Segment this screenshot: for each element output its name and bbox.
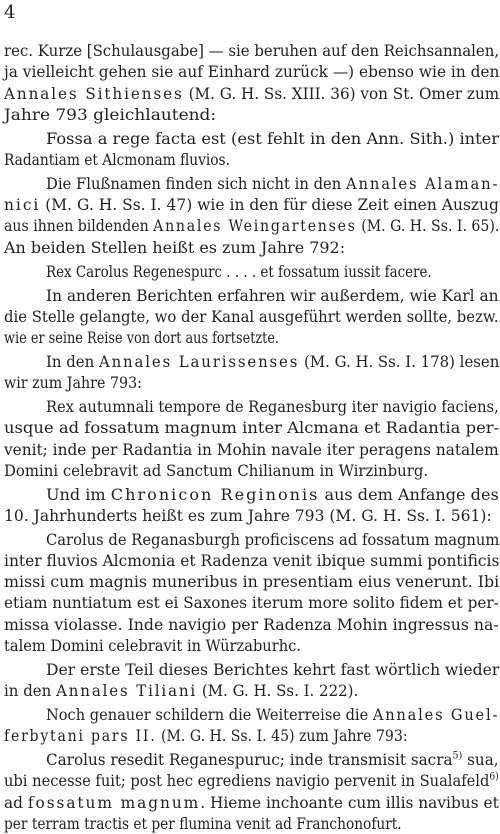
text-line (4, 726, 408, 746)
text-span: usque ad fossatum magnum inter Alcmana et Radantia per- (4, 418, 500, 437)
text-line (4, 307, 499, 327)
spaced-title: Annales Sithienses (4, 84, 184, 103)
text-line (4, 771, 499, 791)
text-line (46, 485, 499, 505)
text-line (4, 572, 499, 592)
text-span: ja vielleicht gehen sie auf Einhard zurück —) ebenso wie in den (4, 62, 500, 81)
text-line (4, 62, 499, 82)
spaced-title: Chronicon Reginonis (110, 485, 320, 504)
text-span: per terram tractis et per flumina venit ad Franchonofurt. (4, 814, 402, 833)
text-span: aus dem Anfange des (319, 485, 499, 504)
text-line (4, 615, 499, 635)
text-span: Domini celebravit ad Sanctum Chilianum in Wirzinburg. (4, 461, 429, 480)
text-span: etiam nuntiatum est ei Saxones iterum more solito fidem et per- (4, 593, 499, 612)
text-line (4, 216, 499, 236)
text-span: rec. Kurze [Schulausgabe] — sie beruhen auf den Reichsannalen, (4, 41, 500, 60)
text-span: wie er seine Reise von dort aus fortsetzte. (4, 328, 280, 347)
text-span: . Hieme inchoante cum illis navibus et (200, 793, 499, 812)
text-span: aus ihnen bildenden (4, 216, 154, 235)
text-line (4, 373, 142, 393)
text-span: (M. G. H. Ss. XIII. 36) von St. Omer zum (183, 84, 500, 103)
text-line (46, 530, 499, 550)
text-line (4, 238, 345, 258)
spaced-title: Annales Tiliani (56, 681, 198, 700)
text-span: (M. G. H. Ss. I. 65). (356, 216, 500, 235)
spaced-title: Annales Alaman- (345, 174, 500, 193)
spaced-title: ferbytani pars II. (4, 726, 157, 745)
text-line (4, 636, 301, 656)
text-line (46, 705, 499, 725)
text-line (4, 681, 358, 701)
text-line (4, 105, 216, 125)
text-line (46, 750, 499, 770)
footnote-ref: 6) (489, 771, 499, 783)
text-span: In den (46, 352, 99, 371)
text-line (46, 397, 499, 417)
text-line (46, 129, 499, 149)
text-line (4, 41, 499, 61)
text-span: An beiden Stellen heißt es zum Jahre 792: (4, 238, 346, 257)
spaced-title: Annales Weingartenses (153, 216, 357, 235)
text-span: ubi necesse fuit; post hec egrediens navigio pervenit in Sualafeld (4, 771, 490, 790)
text-span: wir zum Jahre 793: (4, 373, 142, 392)
text-span: Der erste Teil dieses Berichtes kehrt fast wörtlich wieder (46, 660, 500, 679)
text-line (4, 506, 492, 526)
text-span: Fossa a rege facta est (est fehlt in den Ann. Sith.) inter (46, 129, 500, 148)
text-line (4, 793, 499, 813)
text-line (46, 352, 499, 372)
text-span: In anderen Berichten erfahren wir außerdem, wie Karl an (46, 286, 499, 305)
text-line (4, 328, 279, 348)
text-line (4, 418, 499, 438)
text-span: Noch genauer schildern die Weiterreise die (46, 705, 373, 724)
text-span: Und im (46, 485, 111, 504)
text-span: talem Domini celebravit in Würzaburhc. (4, 636, 301, 655)
text-line (4, 150, 230, 170)
text-span: Jahre 793 gleichlautend: (4, 105, 217, 124)
text-line (46, 660, 499, 680)
text-line (46, 262, 432, 282)
text-span: ad (4, 793, 28, 812)
text-span: die Stelle gelangte, wo der Kanal ausgeführt werden sollte, bezw. (4, 307, 499, 326)
text-span: (M. G. H. Ss. I. 178) lesen (299, 352, 500, 371)
text-span: Carolus resedit Reganespuruc; inde transmisit sacra (46, 750, 453, 769)
text-span: Rex autumnali tempore de Reganesburg iter navigio faciens, (46, 397, 499, 416)
page-number: 4 (4, 2, 16, 23)
text-span: Carolus de Reganasburgh proficiscens ad fossatum magnum (46, 530, 500, 549)
text-line (4, 551, 499, 571)
text-line (46, 174, 499, 194)
footnote-ref: 5) (452, 750, 463, 762)
text-span: (M. G. H. Ss. I. 45) zum Jahre 793: (156, 726, 408, 745)
spaced-title: nici (4, 195, 41, 214)
text-line (4, 593, 499, 613)
text-span: in den (4, 681, 57, 700)
text-span: missa violasse. Inde navigio per Radenza Mohin ingressus na- (4, 615, 499, 634)
text-span: (M. G. H. Ss. I. 222). (197, 681, 359, 700)
text-line (4, 84, 499, 104)
text-line (4, 461, 428, 481)
text-line (4, 814, 402, 834)
text-span: Radantiam et Alcmonam fluvios. (4, 150, 230, 169)
text-span: venit; inde per Radantia in Mohin navale iter peragens natalem (4, 440, 499, 459)
spaced-title: Annales Guel- (372, 705, 500, 724)
text-line (4, 195, 499, 215)
text-line (46, 286, 499, 306)
text-line (4, 440, 499, 460)
text-span: Die Flußnamen finden sich nicht in den (46, 174, 346, 193)
text-span: 10. Jahrhunderts heißt es zum Jahre 793 (M. G. H. Ss. I. 561): (4, 506, 492, 525)
text-span: sua, (462, 750, 499, 769)
text-span: (M. G. H. Ss. I. 47) wie in den für diese Zeit einen Auszug (40, 195, 499, 214)
spaced-title: fossatum magnum (27, 793, 201, 812)
spaced-title: Annales Laurissenses (98, 352, 300, 371)
text-span: missi cum magnis muneribus in presentiam eius venerunt. Ibi (4, 572, 500, 591)
text-span: inter fluvios Alcmonia et Radenza venit ibique summi pontificis (4, 551, 500, 570)
text-span: Rex Carolus Regenespurc . . . . et fossatum iussit facere. (46, 262, 432, 281)
